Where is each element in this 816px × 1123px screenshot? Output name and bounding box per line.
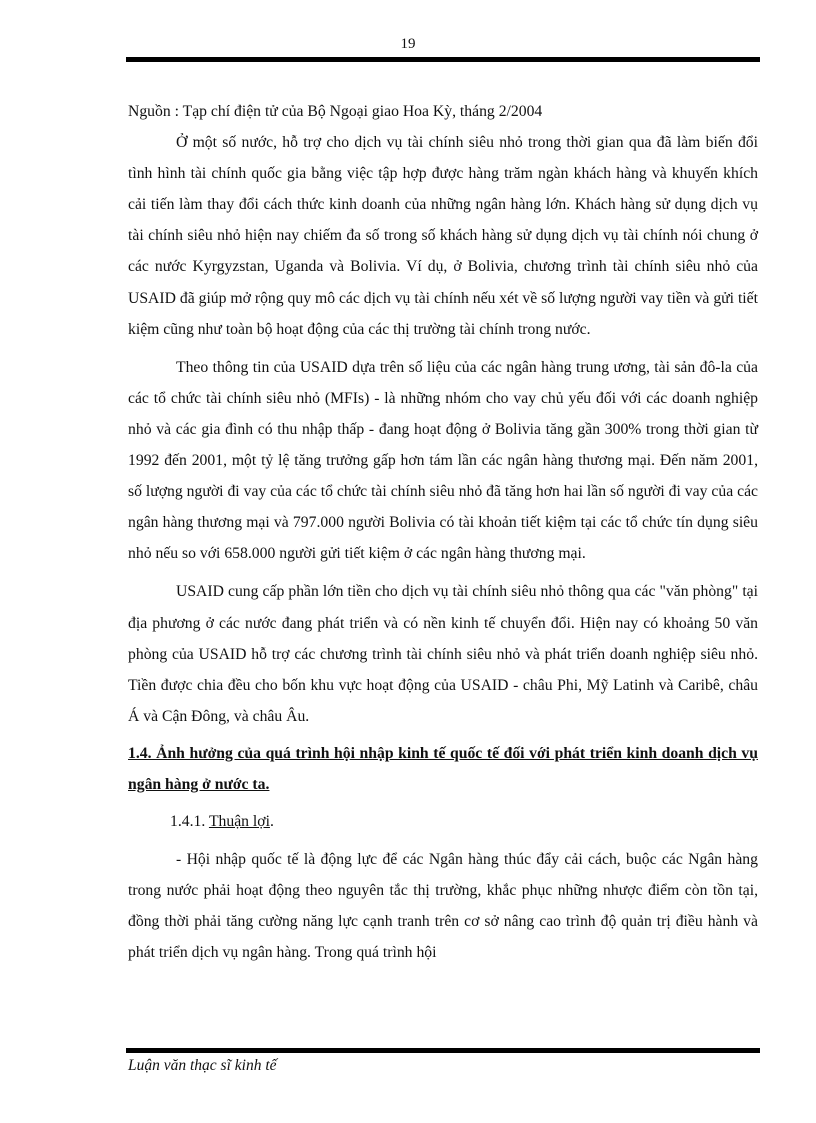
paragraph-usaid-statistics: Theo thông tin của USAID dựa trên số liệu của các ngân hàng trung ương, tài sản đô-la của các tổ chức tài chính siêu nhỏ (MFIs) - là những nhóm cho vay chủ yếu đối với các doanh nghiệp nhỏ và các gia đình có thu nhập thấp - đang hoạt động ở Bolivia tăng gần 300% trong thời gian từ 1992 đến 2001, một tỷ lệ tăng trưởng gấp hơn tám lần các ngân hàng thương mại. Đến năm 2001, số lượng người đi vay của các tổ chức tài chính siêu nhỏ đã tăng hơn hai lần số người đi vay của các ngân hàng thương mại và 797.000 người Bolivia có tài khoản tiết kiệm tại các tổ chức tín dụng siêu nhỏ nếu so với 658.000 người gửi tiết kiệm ở các ngân hàng thương mại. bbox=[128, 358, 758, 563]
subsection-title: Thuận lợi bbox=[208, 813, 270, 831]
paragraph-integration-advantages: - Hội nhập quốc tế là động lực để các Ngân hàng thúc đẩy cải cách, buộc các Ngân hàng trong nước phải hoạt động theo nguyên tắc thị trường, khắc phục những nhược điểm còn tồn tại, đồng thời phải tăng cường năng lực cạnh tranh trên cơ sở nâng cao trình độ quản trị điều hành và phát triển dịch vụ ngân hàng. Trong quá trình hội bbox=[128, 851, 758, 962]
subsection-heading bbox=[128, 806, 758, 837]
paragraph-microfinance-support: Ở một số nước, hỗ trợ cho dịch vụ tài chính siêu nhỏ trong thời gian qua đã làm biến đổi tình hình tài chính quốc gia bằng việc tập hợp được hàng trăm ngàn khách hàng và khuyến khích cải tiến làm thay đổi cách thức kinh doanh của những ngân hàng lớn. Khách hàng sử dụng dịch vụ tài chính siêu nhỏ hiện nay chiếm đa số trong số khách hàng sử dụng dịch vụ tài chính nói chung ở các nước Kyrgyzstan, Uganda và Bolivia. Ví dụ, ở Bolivia, chương trình tài chính siêu nhỏ của USAID đã giúp mở rộng quy mô các dịch vụ tài chính nếu xét về số lượng người vay tiền và gửi tiết kiệm cũng như toàn bộ hoạt động của các thị trường tài chính trong nước. bbox=[128, 134, 758, 338]
subsection-number: 1.4.1. bbox=[170, 813, 206, 831]
source-citation: Nguồn : Tạp chí điện tử của Bộ Ngoại giao Hoa Kỳ, tháng 2/2004 bbox=[128, 103, 543, 120]
document-body bbox=[128, 96, 758, 969]
paragraph-usaid-offices: USAID cung cấp phần lớn tiền cho dịch vụ tài chính siêu nhỏ thông qua các "văn phòng" tại địa phương ở các nước đang phát triển và có nền kinh tế chuyển đổi. Hiện nay có khoảng 50 văn phòng của USAID hỗ trợ các chương trình tài chính siêu nhỏ và phát triển doanh nghiệp siêu nhỏ. Tiền được chia đều cho bốn khu vực hoạt động của USAID - châu Phi, Mỹ Latinh và Caribê, châu Á và Cận Đông, và châu Âu. bbox=[128, 583, 758, 725]
header-rule bbox=[126, 57, 760, 62]
footer-text: Luận văn thạc sĩ kinh tế bbox=[128, 1057, 277, 1074]
subsection-suffix: . bbox=[269, 813, 274, 831]
page-number: 19 bbox=[400, 36, 416, 52]
section-heading: 1.4. Ảnh hưởng của quá trình hội nhập kinh tế quốc tế đối với phát triển kinh doanh dịch vụ ngân hàng ở nước ta. bbox=[128, 744, 758, 793]
footer-rule bbox=[126, 1048, 760, 1053]
